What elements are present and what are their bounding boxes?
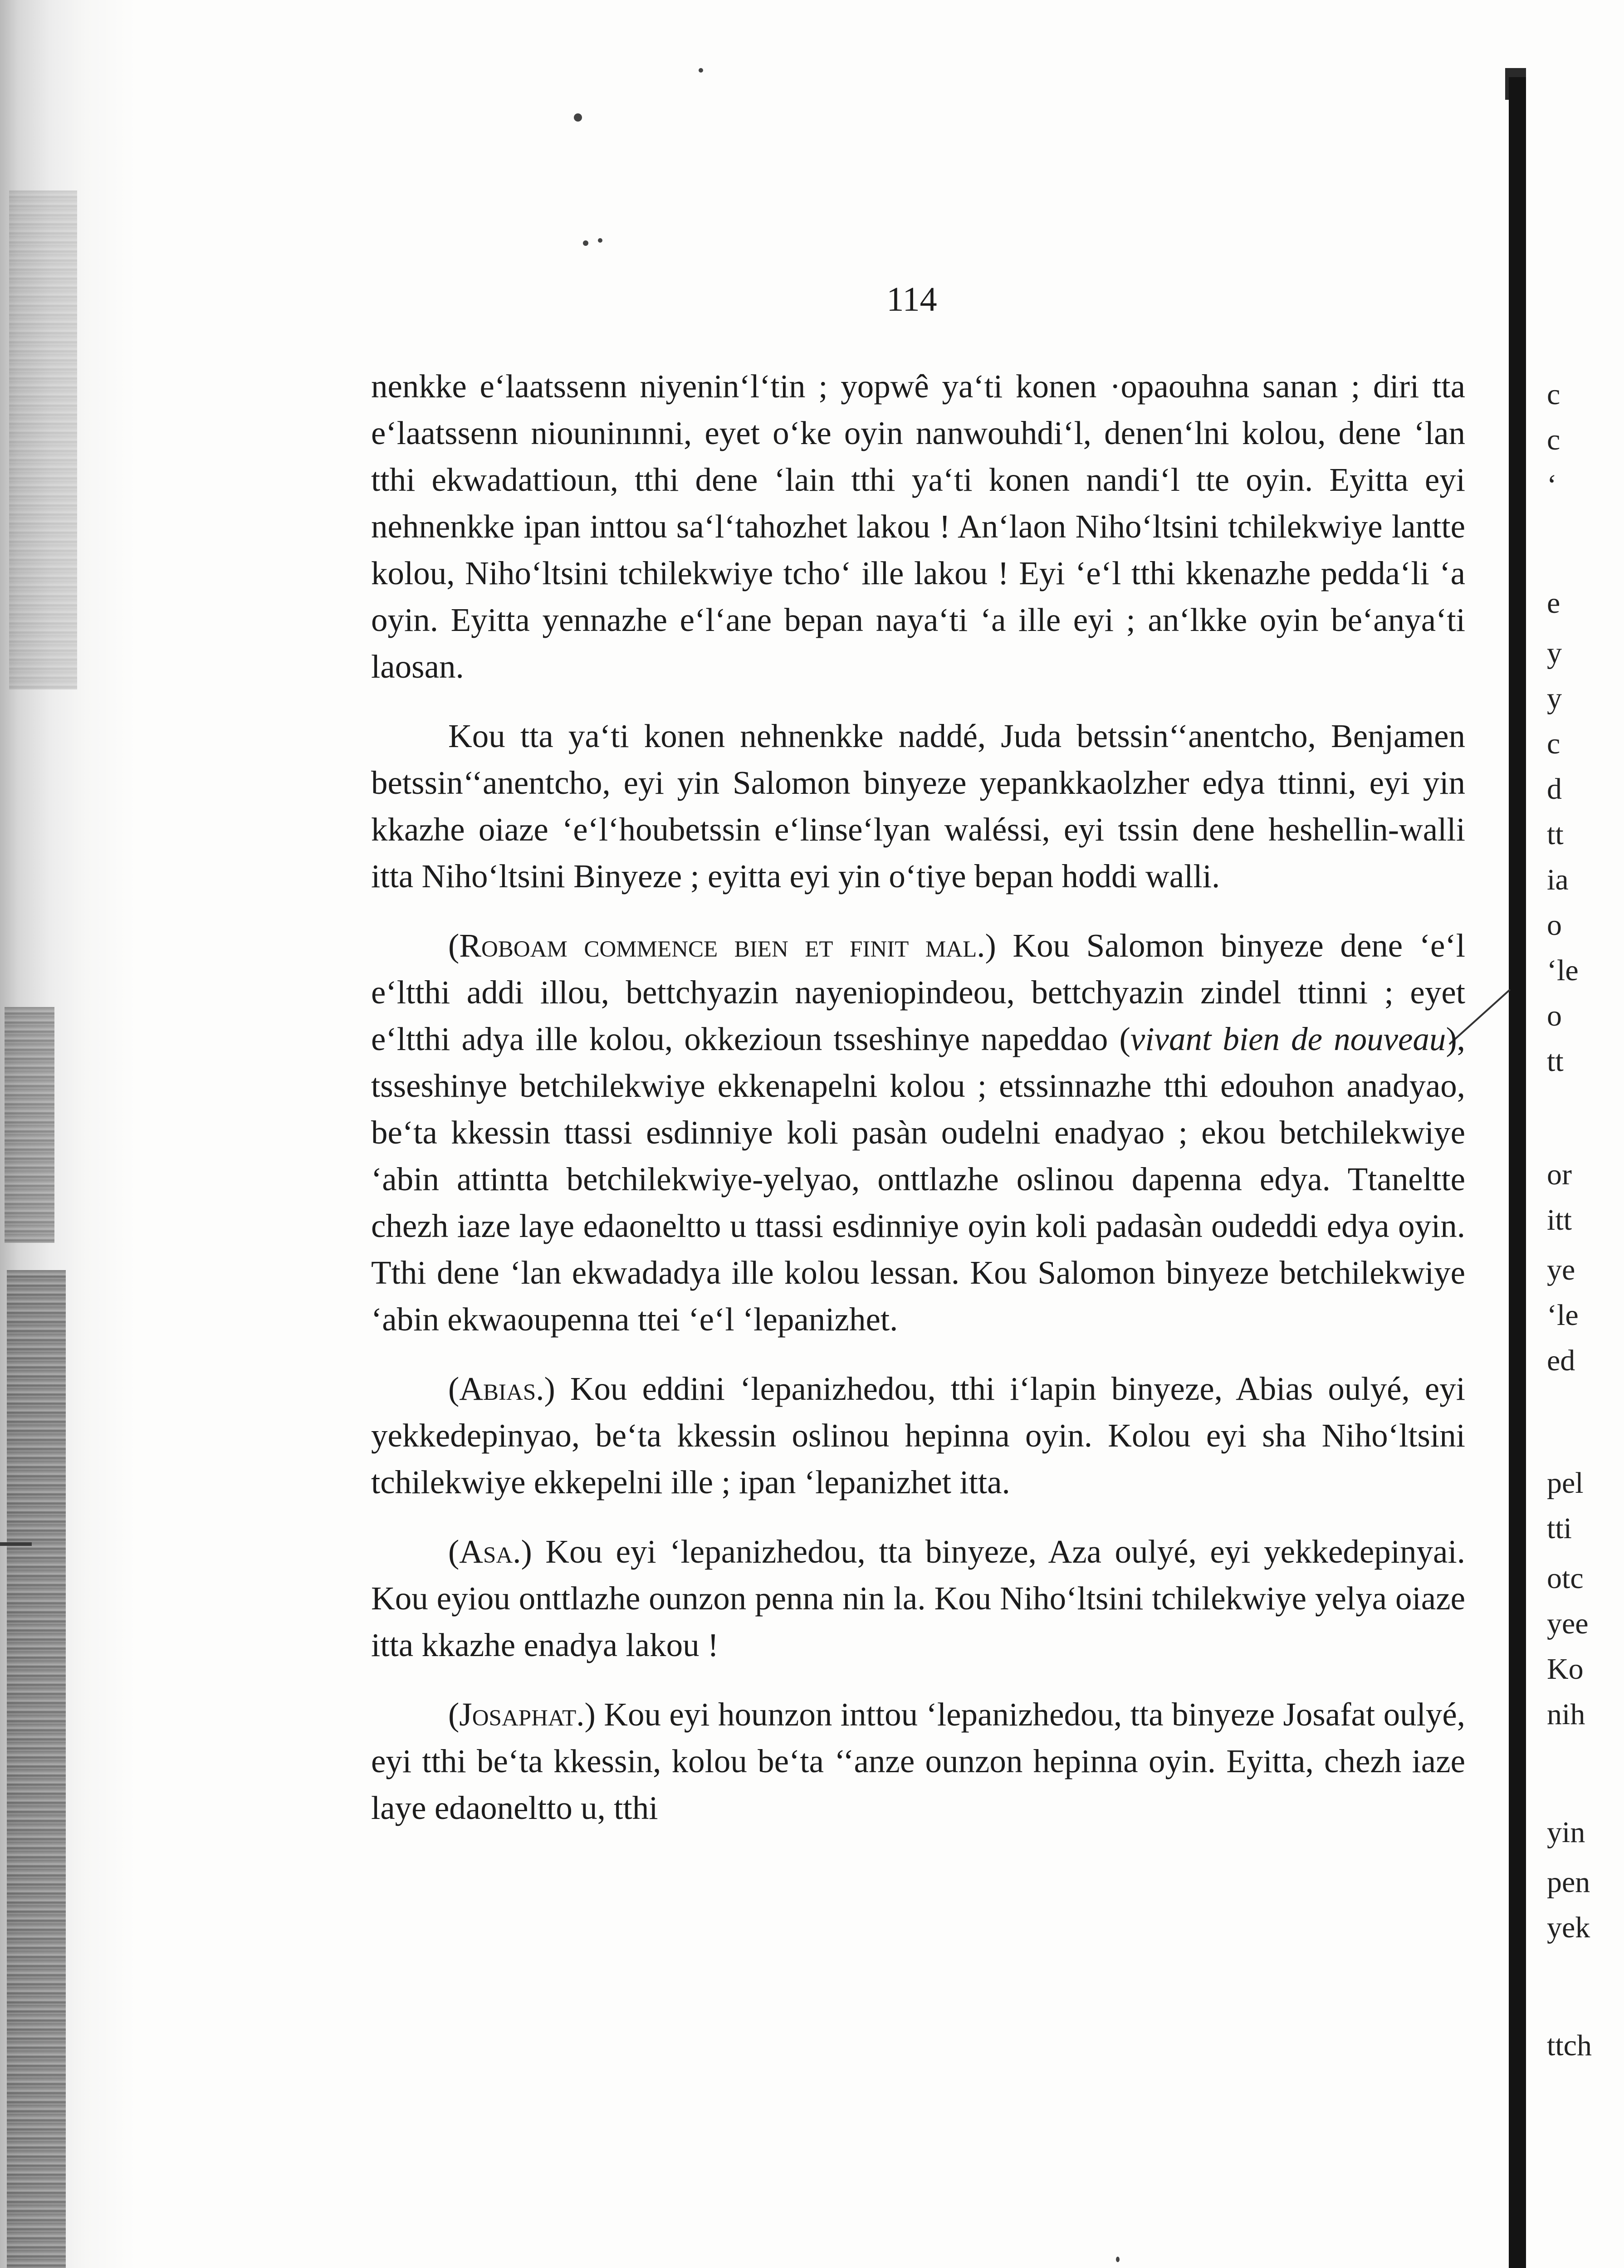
neighbor-fragment: o (1547, 999, 1562, 1032)
section-heading-abias: (Abias.) (448, 1370, 555, 1407)
text-column (371, 363, 1465, 1854)
neighbor-fragment: ttch (1547, 2029, 1592, 2062)
neighbor-fragment: otc (1547, 1562, 1584, 1595)
paragraph-1-text: nenkke e‘laatssenn niyenin‘l‘tin ; yopwê ya‘ti konen ·opaouhna sanan ; diri tta e‘laatssenn niouninınni, eyet o‘ke oyin nanwouhdi‘l, denen‘lni kolou, dene ‘lan tthi ekwadattioun, tthi dene ‘lain tthi ya‘ti konen nandi‘l tte oyin. Eyitta eyi nehnenkke ipan inttou sa‘l‘tahozhet lakou ! An‘laon Niho‘ltsini tchilekwiye lantte kolou, Niho‘ltsini tchilekwiye tcho‘ ille lakou ! Eyi ‘e‘l tthi kkenazhe pedda‘li ‘a oyin. Eyitta yennazhe e‘l‘ane bepan naya‘ti ‘a ille eyi ; an‘lkke oyin be‘anya‘ti laosan. (371, 368, 1465, 685)
speck (583, 240, 588, 246)
speck (574, 113, 582, 122)
paragraph-2-text: Kou tta ya‘ti konen nehnenkke naddé, Juda betssin‘‘anentcho, Benjamen betssin‘‘anentcho, eyi yin Salomon binyeze yepankkaolzher edya ttinni, eyi yin kkazhe oiaze ‘e‘l‘houbetssin e‘linse‘lyan waléssi, eyi tssin dene heshellin-walli itta Niho‘ltsini Binyeze ; eyitta eyi yin o‘tiye bepan hoddi walli. (371, 718, 1465, 894)
neighbor-fragment: c (1547, 423, 1560, 456)
paragraph-abias-text: Kou eddini ‘lepanizhedou, tthi i‘lapin binyeze, Abias oulyé, eyi yekkedepinyao, be‘ta kkessin oslinou hepinna oyin. Kolou eyi sha Niho‘ltsini tchilekwiye ekkepelni ille ; ipan ‘lepanizhet itta. (371, 1370, 1465, 1501)
neighbor-fragment: ‘le (1547, 954, 1579, 987)
neighbor-fragment: ia (1547, 863, 1569, 896)
paragraph-roboam-text-after: ), tsseshinye betchilekwiye ekkenapelni kolou ; etssinnazhe tthi edouhon anadyao, be‘ta kkessin ttassi esdinniye koli pasàn oudelni enadyao ; ekou betchilekwiye ‘abin attintta betchilekwiye-yelyao, onttlazhe oslinou dapenna edya. Ttaneltte chezh iaze laye edaoneltto u ttassi esdinniye oyin koli padasàn oudeddi edya oyin. Tthi dene ‘lan ekwadadya ille kolou lessan. Kou Salomon binyeze betchilekwiye ‘abin ekwaoupenna ttei ‘e‘l ‘lepanizhet. (371, 1021, 1465, 1338)
binding-strip-upper (9, 191, 77, 689)
neighbor-fragment: ‘le (1547, 1299, 1579, 1332)
paragraph-roboam-italic: vivant bien de nouveau (1130, 1021, 1446, 1057)
neighbor-fragment: y (1547, 636, 1562, 670)
paragraph-roboam (371, 922, 1465, 1343)
left-edge-mark (0, 1542, 32, 1546)
neighbor-fragment: ed (1547, 1344, 1575, 1377)
neighbor-fragment: yek (1547, 1911, 1590, 1944)
paragraph-abias (371, 1365, 1465, 1505)
neighbor-fragment: tti (1547, 1512, 1572, 1545)
section-heading-josaphat: (Josaphat.) (448, 1696, 596, 1733)
neighbor-fragment: yin (1547, 1816, 1585, 1849)
neighbor-fragment: nih (1547, 1698, 1585, 1731)
neighbor-fragment: e (1547, 587, 1560, 620)
binding-strip-lower (7, 1270, 66, 2268)
paragraph-asa-text: Kou eyi ‘lepanizhedou, tta binyeze, Aza oulyé, eyi yekkedepinyai. Kou eyiou onttlazhe ounzon penna nin la. Kou Niho‘ltsini tchilekwiye yelya oiaze itta kkazhe enadya lakou ! (371, 1533, 1465, 1663)
paragraph-2 (371, 713, 1465, 899)
paragraph-1 (371, 363, 1465, 690)
neighbor-fragment: c (1547, 378, 1560, 411)
paragraph-josaphat (371, 1691, 1465, 1831)
neighbor-fragment: ‘ (1547, 469, 1557, 502)
neighbor-fragment: y (1547, 682, 1562, 715)
neighbor-fragment: pel (1547, 1466, 1584, 1500)
neighbor-fragment: itt (1547, 1203, 1572, 1237)
paragraph-josaphat-text: Kou eyi hounzon inttou ‘lepanizhedou, tta binyeze Josafat oulyé, eyi tthi be‘ta kkessin, kolou be‘ta ‘‘anze ounzon hepinna oyin. Eyitta, chezh iaze laye edaoneltto u, tthi (371, 1696, 1466, 1826)
neighbor-fragment: or (1547, 1158, 1572, 1191)
neighbor-fragment: tt (1547, 1045, 1564, 1078)
neighbor-fragment: o (1547, 909, 1562, 942)
section-heading-roboam: (Roboam commence bien et finit mal.) (448, 927, 996, 964)
section-heading-asa: (Asa.) (448, 1533, 532, 1570)
paragraph-roboam-text: Kou Salomon binyeze dene ‘e‘l e‘ltthi addi illou, bettchyazin nayeniopindeou, bettchyazin zindel ttinni ; eyet e‘ltthi adya ille kolou, okkezioun tsseshinye napeddao ( (371, 927, 1466, 1057)
neighbor-fragment: ye (1547, 1253, 1575, 1286)
speck (598, 238, 602, 243)
paragraph-asa (371, 1528, 1465, 1668)
neighbor-fragment: c (1547, 727, 1560, 760)
binding-strip-middle (5, 1007, 54, 1243)
page-number: 114 (886, 280, 937, 318)
neighbor-fragment: Ko (1547, 1652, 1584, 1686)
neighbor-fragment: pen (1547, 1866, 1590, 1899)
speck (699, 68, 703, 73)
neighbor-fragment: yee (1547, 1607, 1589, 1640)
neighbor-fragment: tt (1547, 818, 1564, 851)
right-edge-rule (1509, 77, 1526, 2268)
speck (1116, 2257, 1120, 2262)
neighbor-fragment: d (1547, 772, 1562, 806)
